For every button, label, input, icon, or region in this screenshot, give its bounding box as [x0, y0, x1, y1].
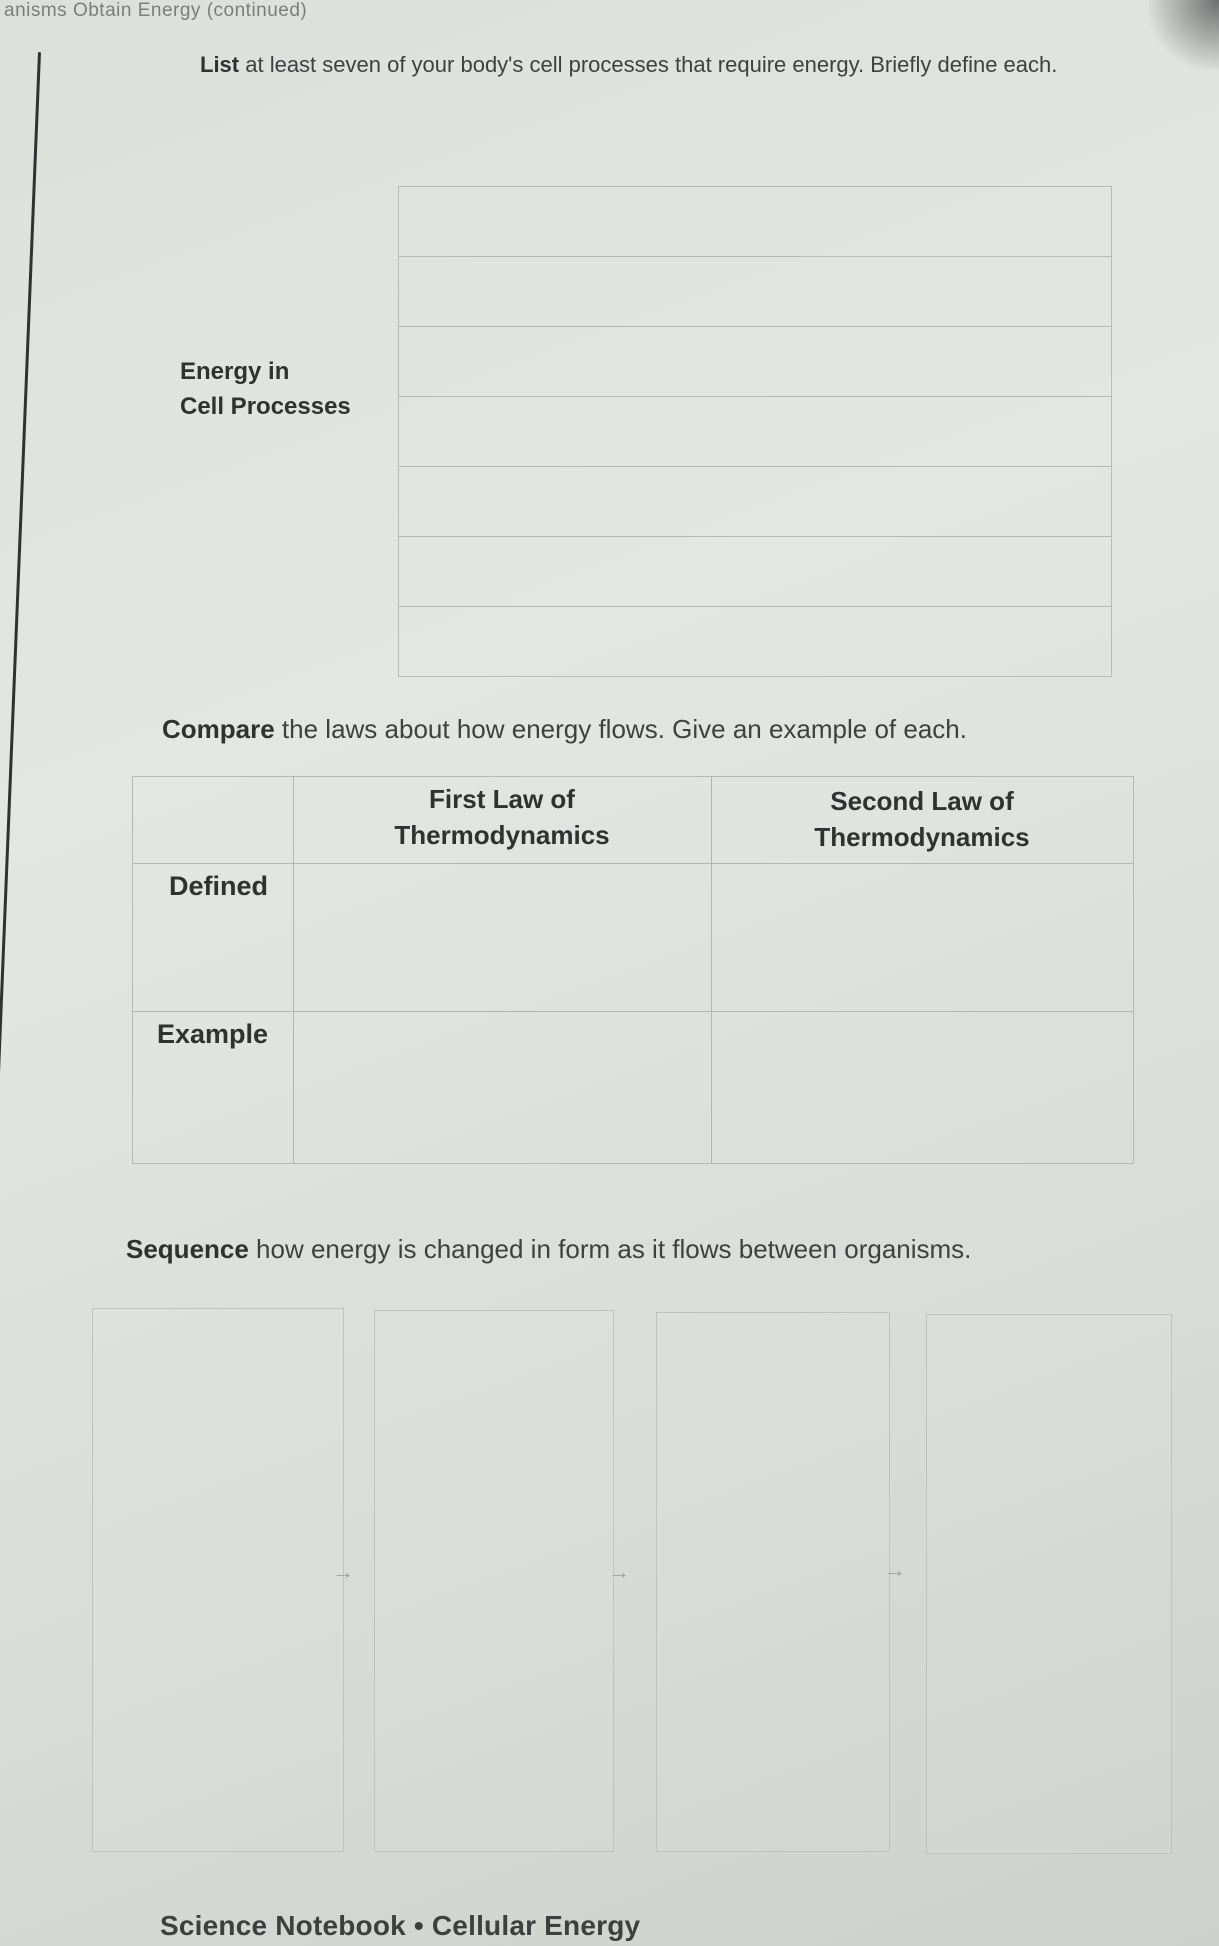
prompt-verb: List: [200, 52, 240, 77]
arrow-right-icon: →: [332, 1559, 354, 1584]
prompt-compare-laws: [162, 712, 1162, 746]
prompt-sequence-energy: [126, 1232, 1186, 1266]
answer-line: [399, 326, 1111, 327]
label-line-1: Energy in: [180, 358, 290, 385]
column-header-line: Second Law of: [830, 786, 1014, 816]
cell-second-law-defined[interactable]: [713, 865, 1131, 1009]
column-header-line: Thermodynamics: [394, 820, 610, 850]
answer-line: [399, 256, 1111, 257]
column-header-first-law: [293, 781, 711, 853]
thermodynamics-table: [132, 776, 1134, 1164]
sequence-box-3[interactable]: [656, 1312, 890, 1852]
margin-rule: [0, 52, 41, 1871]
table-divider: [133, 1011, 1133, 1012]
row-header-example: Example: [157, 1019, 269, 1049]
row-header-defined: Defined: [169, 871, 269, 901]
answer-line: [399, 466, 1111, 467]
answer-line: [399, 536, 1111, 537]
prompt-verb: Sequence: [126, 1234, 249, 1264]
cell-processes-answer-area[interactable]: [398, 186, 1112, 677]
table-divider: [133, 863, 1133, 864]
arrow-right-icon: →: [608, 1559, 630, 1584]
column-header-second-law: [711, 783, 1133, 855]
cell-first-law-defined[interactable]: [295, 865, 709, 1009]
energy-in-cell-processes-label: [180, 354, 351, 424]
prompt-text: the laws about how energy flows. Give an example of each.: [274, 714, 967, 744]
running-header: anisms Obtain Energy (continued): [4, 0, 308, 21]
column-header-line: First Law of: [429, 784, 575, 814]
column-header-line: Thermodynamics: [814, 822, 1030, 852]
sequence-box-1[interactable]: [92, 1308, 344, 1852]
answer-line: [399, 396, 1111, 397]
prompt-text: how energy is changed in form as it flows between organisms.: [248, 1234, 972, 1264]
label-line-2: Cell Processes: [180, 393, 351, 420]
page-corner-shadow: [1149, 0, 1219, 70]
prompt-list-processes: [200, 50, 1100, 80]
notebook-footer: Science Notebook • Cellular Energy: [160, 1910, 641, 1941]
prompt-text: at least seven of your body's cell processes that require energy. Briefly define each.: [239, 52, 1058, 77]
arrow-right-icon: →: [884, 1557, 906, 1582]
answer-line: [399, 186, 1111, 187]
prompt-verb: Compare: [162, 714, 275, 744]
sequence-box-2[interactable]: [374, 1310, 614, 1852]
answer-line: [399, 606, 1111, 607]
cell-first-law-example[interactable]: [295, 1013, 709, 1161]
cell-second-law-example[interactable]: [713, 1013, 1131, 1161]
sequence-box-4[interactable]: [926, 1314, 1172, 1854]
